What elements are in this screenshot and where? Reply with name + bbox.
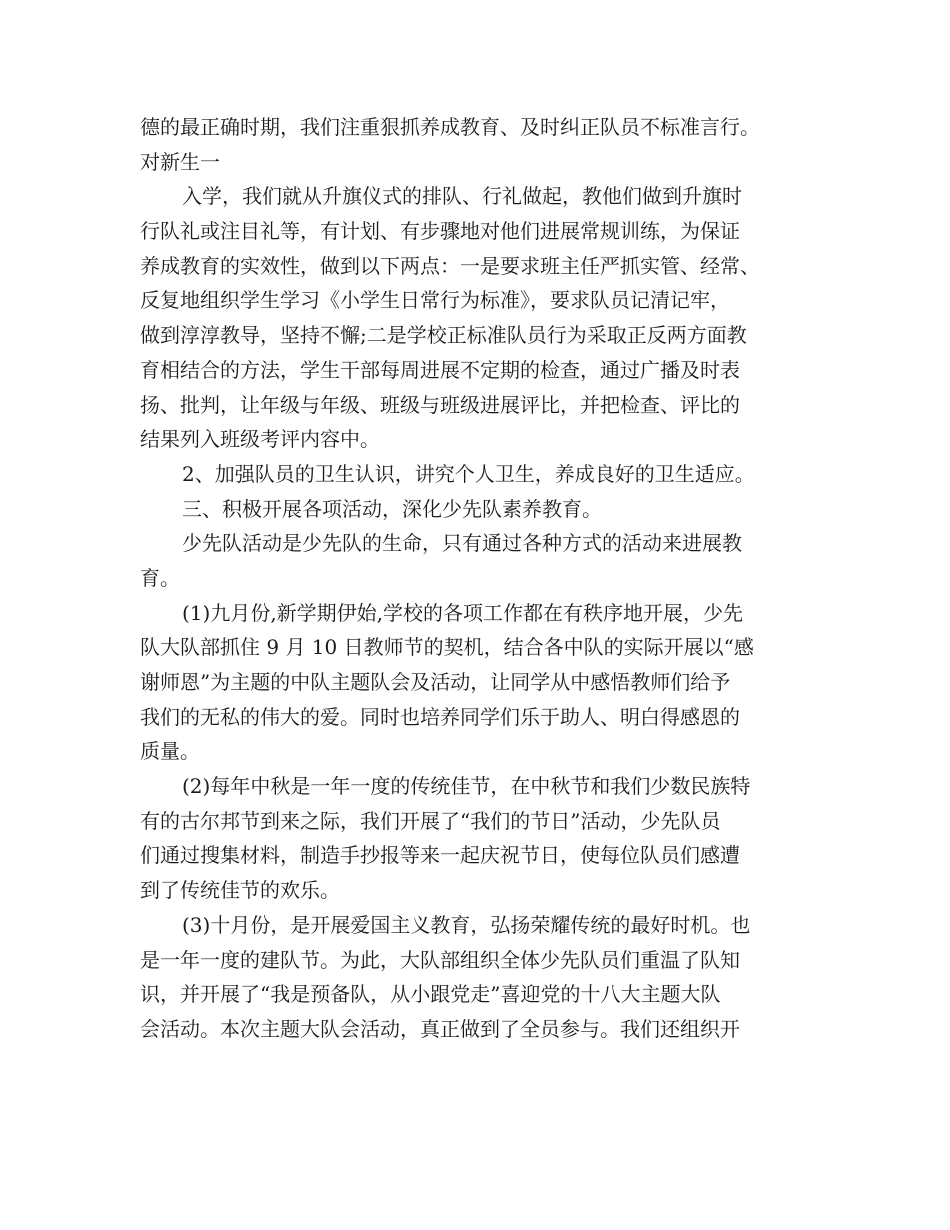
- text-line: 到了传统佳节的欢乐。: [140, 878, 340, 903]
- text-line: 少先队活动是少先队的生命，只有通过各种方式的活动来进展教: [182, 531, 742, 556]
- text-line: 们通过搜集材料，制造手抄报等来一起庆祝节日，使每位队员们感遭: [140, 843, 740, 868]
- text-line: (3)十月份，是开展爱国主义教育，弘扬荣耀传统的最好时机。也: [182, 912, 751, 937]
- text-line: 做到淳淳教导，坚持不懈;二是学校正标准队员行为采取正反两方面教: [140, 323, 747, 348]
- text-line: 结果列入班级考评内容中。: [140, 427, 380, 452]
- text-line: 有的古尔邦节到来之际，我们开展了“我们的节日”活动，少先队员: [140, 808, 721, 833]
- text-line: 质量。: [140, 739, 200, 764]
- text-line: 识，并开展了“我是预备队，从小跟党走”喜迎党的十八大主题大队: [140, 982, 721, 1007]
- text-line: 队大队部抓住 9 月 10 日教师节的契机，结合各中队的实际开展以“感: [140, 635, 754, 660]
- text-line: 会活动。本次主题大队会活动，真正做到了全员参与。我们还组织开: [140, 1016, 740, 1041]
- text-line: 育。: [140, 565, 180, 590]
- text-line: 扬、批判，让年级与年级、班级与班级进展评比，并把检查、评比的: [140, 392, 740, 417]
- text-line: (2)每年中秋是一年一度的传统佳节，在中秋节和我们少数民族特: [182, 774, 751, 799]
- text-line: 入学，我们就从升旗仪式的排队、行礼做起，教他们做到升旗时: [182, 184, 742, 209]
- text-line: 德的最正确时期，我们注重狠抓养成教育、及时纠正队员不标准言行。: [140, 115, 760, 139]
- text-line: 育相结合的方法，学生干部每周进展不定期的检查，通过广播及时表: [140, 357, 740, 382]
- text-line: 养成教育的实效性，做到以下两点：一是要求班主任严抓实管、经常、: [140, 253, 760, 278]
- text-line: 三、积极开展各项活动，深化少先队素养教育。: [182, 496, 602, 521]
- text-line: 对新生一: [140, 149, 220, 174]
- text-line: 我们的无私的伟大的爱。同时也培养同学们乐于助人、明白得感恩的: [140, 704, 740, 729]
- document-body: [140, 110, 810, 1047]
- text-line: 行队礼或注目礼等，有计划、有步骤地对他们进展常规训练，为保证: [140, 219, 740, 244]
- text-line: 2、加强队员的卫生认识，讲究个人卫生，养成良好的卫生适应。: [182, 461, 755, 486]
- text-line: (1)九月份,新学期伊始,学校的各项工作都在有秩序地开展，少先: [182, 600, 744, 625]
- text-line: 是一年一度的建队节。为此，大队部组织全体少先队员们重温了队知: [140, 947, 740, 972]
- text-line: 谢师恩”为主题的中队主题队会及活动，让同学从中感悟教师们给予: [140, 670, 731, 694]
- text-line: 反复地组织学生学习《小学生日常行为标准》，要求队员记清记牢，: [140, 288, 730, 313]
